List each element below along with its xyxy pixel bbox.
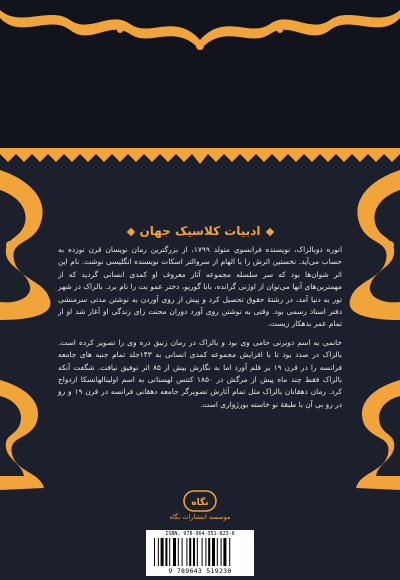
right-lower-ornament-icon	[342, 380, 400, 490]
barcode-bars-icon	[154, 538, 246, 566]
left-ornament-icon	[0, 170, 58, 320]
barcode	[146, 530, 254, 576]
series-title	[0, 224, 400, 238]
publisher-logo	[160, 490, 240, 530]
barcode-number: 9 789643 519230	[168, 567, 232, 575]
left-lower-ornament-icon	[0, 380, 58, 490]
diamond-icon	[126, 227, 134, 235]
isbn-text: ISBN: 978-964-351-823-0	[165, 531, 235, 537]
series-title-text: ادبیات کلاسیک جهان	[139, 224, 261, 238]
scalloped-edge-icon	[0, 140, 400, 170]
book-description	[58, 244, 342, 411]
logo-text: نگاه	[191, 498, 209, 508]
top-ornament-icon	[0, 0, 400, 60]
negah-logo-icon	[183, 490, 217, 512]
description-paragraph-1: انوره دوبالزاک، نویسنده فرانسوی متولد ۱۷۹۹، از بزرگترین رمان نویسان قرن نوزده به حساب می‌آید. نخستین اثرش را با الهام از سروالتر اسکات نویسنده انگلیسی نوشت. نام این اثر شوان‌ها بود که سر سلسله مجموعه آثار معروف او کمدی انسانی گردید که از مهمترین‌های آنها می‌توان از اوژنی گرانده، بابا گوریو، دختر عمو بت را نام برد. بالزاک در شهر تور به دنیا آمد، در رشتهٔ حقوق تحصیل کرد و پیش از روی آوردن به نوشتن مدتی سرمنشی دفتر استاد رسمی بود. وقتی به نوشتن روی آورد دوران محنت زای زندگی او آغاز شد او از تمام عمر بدهکار زیست.	[58, 245, 342, 329]
right-ornament-icon	[342, 170, 400, 320]
publisher-name: موسسه انتشارات نگاه	[169, 513, 231, 521]
diamond-icon	[265, 227, 273, 235]
description-paragraph-2: خانمی به اسم دوبرنی حامی وی بود و بالزاک در رمان زنبق دره وی را تصویر کرده است. بالزاک در صدد بود تا با افزایش مجموعه کمدی انسانی به ۱۴۳جلد تمام جنبه های جامعه فرانسه را در قرن ۱۹ بر قلم آورد اما به نگارش بیش از ۸۵ اثر توفیق نیافت. شگفت آنکه بالزاک فقط چند ماه پیش از مرگش در ۱۸۵۰ کنتس لهستانی به اسم اولینالهانسکا ازدواج کرد. رمان دهقانان بالزاک مثل تمام آثارش تصویرگر جامعه دهقانی فرانسه در قرن ۱۹ و رو در رو بی آن با طبقهٔ نو خاسته بورژواری است.	[58, 337, 343, 409]
